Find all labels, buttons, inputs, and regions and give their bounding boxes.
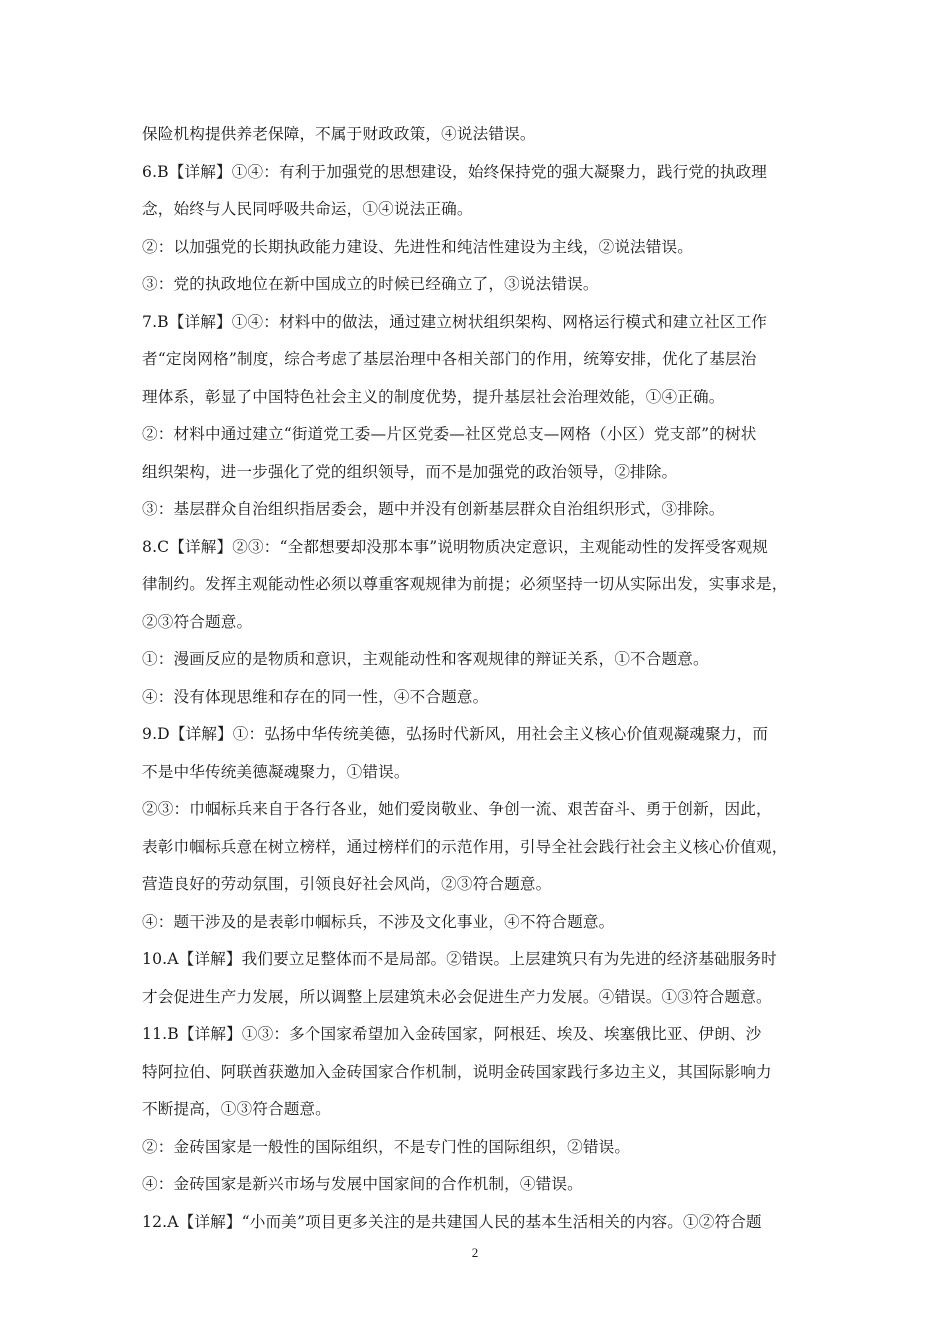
document-body xyxy=(142,116,812,1241)
text-line: ②：材料中通过建立“街道党工委—片区党委—社区党总支—网格（小区）党支部”的树状 xyxy=(142,425,757,443)
text-line: 不断提高，①③符合题意。 xyxy=(142,1100,331,1118)
page-number: 2 xyxy=(471,1245,479,1260)
text-line: 者“定岗网格”制度，综合考虑了基层治理中各相关部门的作用，统筹安排，优化了基层治 xyxy=(142,350,757,368)
text-line: ②③符合题意。 xyxy=(142,612,253,631)
text-line: ②③：巾帼标兵来自于各行各业，她们爱岗敬业、争创一流、艰苦奋斗、勇于创新，因此， xyxy=(142,800,772,818)
text-line: 8.C【详解】②③：“全都想要却没那本事”说明物质决定意识，主观能动性的发挥受客观规 xyxy=(142,537,769,556)
text-line: ②：以加强党的长期执政能力建设、先进性和纯洁性建设为主线，②说法错误。 xyxy=(142,237,694,256)
text-line: ②：金砖国家是一般性的国际组织，不是专门性的国际组织，②错误。 xyxy=(142,1137,631,1156)
text-line: 营造良好的劳动氛围，引领良好社会风尚，②③符合题意。 xyxy=(142,875,552,893)
text-line: 才会促进生产力发展，所以调整上层建筑未必会促进生产力发展。④错误。①③符合题意。 xyxy=(142,987,772,1006)
text-line: ④：金砖国家是新兴市场与发展中国家间的合作机制，④错误。 xyxy=(142,1175,583,1193)
text-line: 律制约。发挥主观能动性必须以尊重客观规律为前提；必须坚持一切从实际出发，实事求是， xyxy=(142,575,788,593)
text-line: ③：基层群众自治组织指居委会，题中并没有创新基层群众自治组织形式，③排除。 xyxy=(142,500,725,518)
text-line: 6.B【详解】①④：有利于加强党的思想建设，始终保持党的强大凝聚力，践行党的执政理 xyxy=(142,162,768,181)
text-line: ①：漫画反应的是物质和意识，主观能动性和客观规律的辩证关系，①不合题意。 xyxy=(142,650,709,668)
text-line: 7.B【详解】①④：材料中的做法，通过建立树状组织架构、网格运行模式和建立社区工作 xyxy=(142,312,768,331)
text-line: ④：没有体现思维和存在的同一性，④不合题意。 xyxy=(142,687,489,706)
text-line: ③：党的执政地位在新中国成立的时候已经确立了，③说法错误。 xyxy=(142,275,599,293)
text-line: 不是中华传统美德凝魂聚力，①错误。 xyxy=(142,762,410,781)
text-line: 10.A【详解】我们要立足整体而不是局部。②错误。上层建筑只有为先进的经济基础服务时 xyxy=(142,950,777,968)
text-line: 表彰巾帼标兵意在树立榜样，通过榜样们的示范作用，引导全社会践行社会主义核心价值观， xyxy=(142,837,788,856)
text-line: 12.A【详解】“小而美”项目更多关注的是共建国人民的基本生活相关的内容。①②符合题 xyxy=(142,1212,762,1231)
text-line: 保险机构提供养老保障，不属于财政政策，④说法错误。 xyxy=(142,125,536,143)
text-line: 念，始终与人民同呼吸共命运，①④说法正确。 xyxy=(142,200,473,218)
text-line: ④：题干涉及的是表彰巾帼标兵，不涉及文化事业，④不符合题意。 xyxy=(142,912,615,931)
text-line: 9.D【详解】①：弘扬中华传统美德，弘扬时代新风，用社会主义核心价值观凝魂聚力，而 xyxy=(142,725,769,743)
text-line: 特阿拉伯、阿联酋获邀加入金砖国家合作机制，说明金砖国家践行多边主义，其国际影响力 xyxy=(142,1062,772,1081)
text-line: 理体系，彰显了中国特色社会主义的制度优势，提升基层社会治理效能，①④正确。 xyxy=(142,387,725,406)
text-line: 11.B【详解】①③：多个国家希望加入金砖国家，阿根廷、埃及、埃塞俄比亚、伊朗、沙 xyxy=(142,1025,762,1043)
text-line: 组织架构，进一步强化了党的组织领导，而不是加强党的政治领导，②排除。 xyxy=(142,462,678,481)
